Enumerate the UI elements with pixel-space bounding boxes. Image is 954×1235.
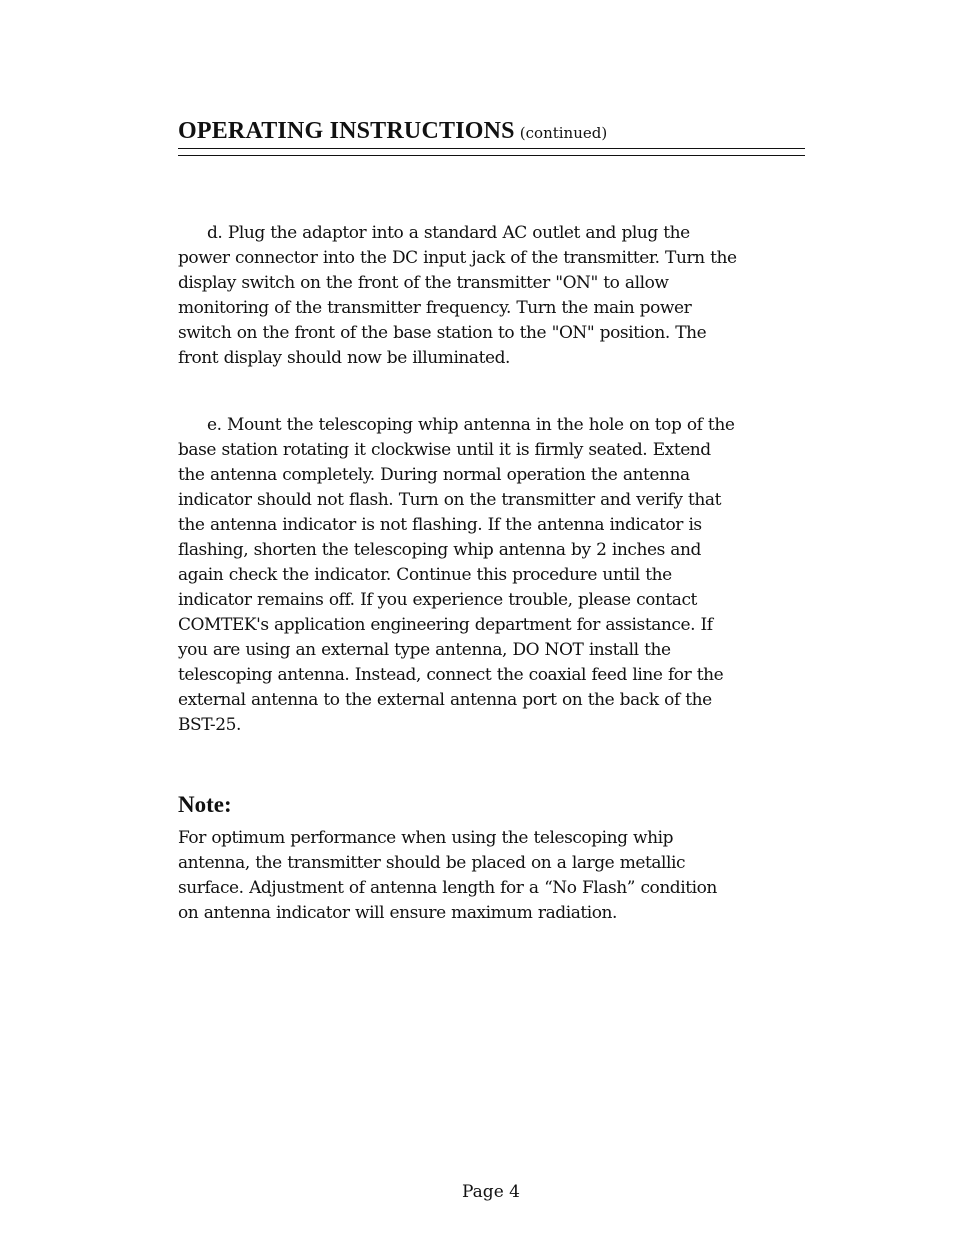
- note-heading: Note:: [178, 792, 232, 817]
- instruction-step-d: d. Plug the adaptor into a standard AC outlet and plug the power connector into the DC input jack of the transmitter. Turn the display switch on the front of the transmitter "ON" to allow monitoring of the transmitter frequency. Turn the main power switch on the front of the base station to the "ON" position. The front display should now be illuminated.: [178, 223, 737, 368]
- note-body: For optimum performance when using the telescoping whip antenna, the transmitter should be placed on a large metallic surface. Adjustment of antenna length for a “No Flash” condition on antenna indicator will ensure maximum radiation.: [178, 828, 717, 923]
- header-rule-top: [178, 148, 805, 149]
- instruction-step-e: e. Mount the telescoping whip antenna in the hole on top of the base station rotating it clockwise until it is firmly seated. Extend the antenna completely. During normal operation the antenna indicator should not flash. Turn on the transmitter and verify that the antenna indicator is not flashing. If the antenna indicator is flashing, shorten the telescoping whip antenna by 2 inches and again check the indicator. Continue this procedure until the indicator remains off. If you experience trouble, please contact COMTEK's application engineering department for assistance. If you are using an external type antenna, DO NOT install the telescoping antenna. Instead, connect the coaxial feed line for the external antenna to the external antenna port on the back of the BST-25.: [178, 415, 735, 735]
- section-subtitle: (continued): [519, 124, 608, 142]
- section-title: OPERATING INSTRUCTIONS: [178, 118, 515, 144]
- header-rule-bottom: [178, 155, 805, 156]
- page-number: Page 4: [462, 1182, 520, 1202]
- section-header: [178, 116, 805, 146]
